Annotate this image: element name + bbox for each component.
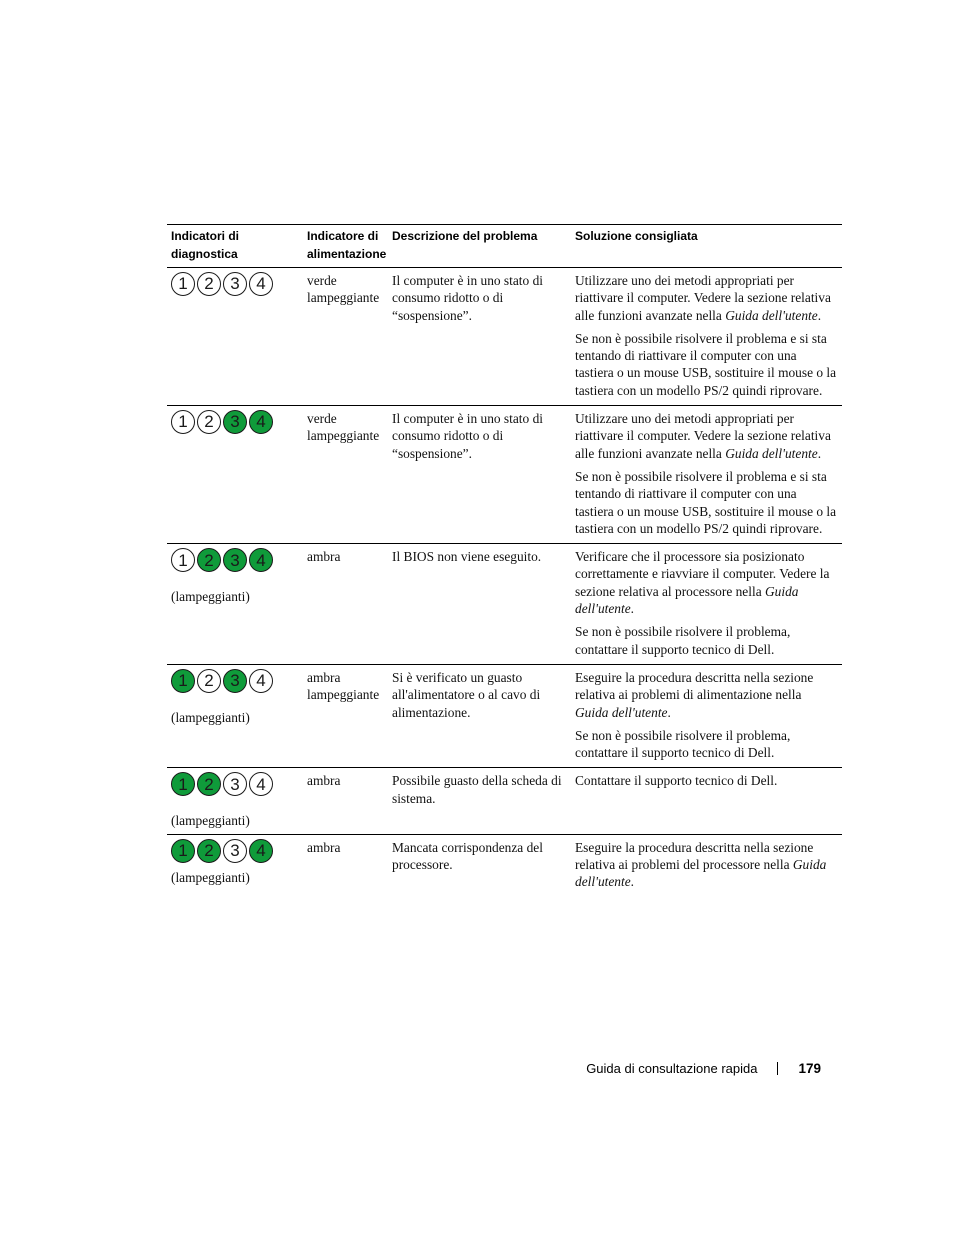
diagnostic-lights-cell: [167, 268, 303, 406]
user-guide-reference: Guida dell'utente: [575, 583, 799, 617]
blinking-note: (lampeggianti): [171, 813, 250, 829]
problem-description-cell: Si è verificato un guasto all'alimentatore o al cavo di alimentazione.: [392, 669, 541, 720]
led-group: [171, 410, 299, 434]
diagnostic-light-3-icon: 3: [223, 839, 247, 863]
diagnostic-light-4-icon: 4: [249, 272, 273, 296]
diagnostic-lights-cell: [167, 406, 303, 544]
diagnostic-light-2-icon: 2: [197, 548, 221, 572]
power-indicator-cell: verde lampeggiante: [307, 411, 380, 444]
diagnostic-light-2-icon: 2: [197, 669, 221, 693]
solution-text: Utilizzare uno dei metodi appropriati per riattivare il computer. Vedere la sezione relativa alle funzioni avanzate nella Guida dell'utente.: [575, 273, 831, 323]
diagnostic-light-3-icon: 3: [223, 669, 247, 693]
header-diagnostic-lights: Indicatori di diagnostica: [171, 229, 240, 261]
header-power-indicator: Indicatore di alimentazione: [307, 229, 387, 261]
solution-text: Eseguire la procedura descritta nella sezione relativa ai problemi del processore nella Guida dell'utente.: [575, 839, 827, 890]
solution-text: Eseguire la procedura descritta nella sezione relativa ai problemi di alimentazione nella Guida dell'utente.: [575, 669, 814, 720]
solution-cell: [571, 768, 842, 834]
diagnostic-light-2-icon: 2: [197, 772, 221, 796]
solution-text: Utilizzare uno dei metodi appropriati per riattivare il computer. Vedere la sezione relativa alle funzioni avanzate nella Guida dell'utente.: [575, 411, 831, 461]
solution-text: Se non è possibile risolvere il problema e si sta tentando di riattivare il computer con una tastiera o un mouse USB, sostituire il mouse o la tastiera con un modello PS/2 quindi riprovare.: [575, 468, 837, 536]
diagnostic-lights-cell: [167, 664, 303, 767]
problem-description-cell: Il computer è in uno stato di consumo ridotto o di “sospensione”.: [392, 411, 543, 461]
table-row: [167, 768, 842, 834]
solution-cell: [571, 834, 842, 896]
diagnostic-light-4-icon: 4: [249, 839, 273, 863]
footer-title: Guida di consultazione rapida: [586, 1061, 758, 1076]
diagnostic-light-4-icon: 4: [249, 548, 273, 572]
problem-description-cell: Il computer è in uno stato di consumo ridotto o di “sospensione”.: [392, 273, 543, 323]
led-group: [171, 272, 299, 296]
diagnostic-light-2-icon: 2: [197, 410, 221, 434]
solution-cell: [571, 406, 842, 544]
diagnostic-light-3-icon: 3: [223, 772, 247, 796]
power-indicator-cell: ambra: [307, 773, 341, 789]
diagnostic-table: [167, 224, 842, 897]
user-guide-reference: Guida dell'utente: [575, 704, 668, 720]
problem-description-cell: Possibile guasto della scheda di sistema.: [392, 773, 562, 806]
diagnostic-light-1-icon: 1: [171, 839, 195, 863]
page-number: 179: [798, 1061, 821, 1076]
page-footer: [586, 1061, 821, 1076]
diagnostic-light-3-icon: 3: [223, 272, 247, 296]
solution-text: Se non è possibile risolvere il problema, contattare il supporto tecnico di Dell.: [575, 727, 791, 761]
diagnostic-light-2-icon: 2: [197, 272, 221, 296]
diagnostic-light-1-icon: 1: [171, 548, 195, 572]
power-indicator-cell: ambra: [307, 839, 341, 855]
solution-text: Se non è possibile risolvere il problema, contattare il supporto tecnico di Dell.: [575, 624, 791, 657]
solution-cell: [571, 544, 842, 665]
header-problem-description: Descrizione del problema: [392, 229, 538, 243]
solution-text: Se non è possibile risolvere il problema e si sta tentando di riattivare il computer con una tastiera o un mouse USB, sostituire il mouse o la tastiera con un modello PS/2 quindi riprovare.: [575, 330, 837, 398]
table-header-row: [167, 225, 842, 268]
diagnostic-light-1-icon: 1: [171, 272, 195, 296]
diagnostic-lights-cell: [167, 544, 303, 665]
power-indicator-cell: ambra: [307, 549, 341, 565]
led-group: [171, 772, 299, 796]
footer-divider: [777, 1062, 778, 1075]
diagnostic-light-4-icon: 4: [249, 410, 273, 434]
diagnostic-light-4-icon: 4: [249, 772, 273, 796]
user-guide-reference: Guida dell'utente: [575, 857, 827, 890]
solution-text: Contattare il supporto tecnico di Dell.: [575, 773, 778, 789]
diagnostic-lights-cell: [167, 834, 303, 896]
solution-cell: [571, 664, 842, 767]
user-guide-reference: Guida dell'utente: [725, 307, 818, 323]
blinking-note: (lampeggianti): [171, 589, 250, 605]
power-indicator-cell: ambra lampeggiante: [307, 669, 380, 703]
table-row: [167, 544, 842, 665]
blinking-note: (lampeggianti): [171, 869, 250, 885]
diagnostic-lights-cell: [167, 768, 303, 834]
diagnostic-light-3-icon: 3: [223, 548, 247, 572]
solution-text: Verificare che il processore sia posizionato correttamente e riavviare il computer. Vedere la sezione relativa al processore nella Guida dell'utente.: [575, 549, 830, 617]
problem-description-cell: Il BIOS non viene eseguito.: [392, 549, 542, 565]
diagnostic-light-4-icon: 4: [249, 669, 273, 693]
header-recommended-solution: Soluzione consigliata: [575, 229, 698, 243]
user-guide-reference: Guida dell'utente: [725, 445, 818, 461]
power-indicator-cell: verde lampeggiante: [307, 273, 380, 306]
table-row: [167, 834, 842, 896]
table-row: [167, 664, 842, 767]
problem-description-cell: Mancata corrispondenza del processore.: [392, 839, 543, 873]
table-row: [167, 268, 842, 406]
diagnostic-light-1-icon: 1: [171, 669, 195, 693]
table-row: [167, 406, 842, 544]
led-group: [171, 839, 299, 863]
diagnostic-light-3-icon: 3: [223, 410, 247, 434]
solution-cell: [571, 268, 842, 406]
led-group: [171, 669, 299, 693]
diagnostic-light-2-icon: 2: [197, 839, 221, 863]
diagnostic-light-1-icon: 1: [171, 772, 195, 796]
led-group: [171, 548, 299, 572]
blinking-note: (lampeggianti): [171, 709, 250, 725]
diagnostic-light-1-icon: 1: [171, 410, 195, 434]
